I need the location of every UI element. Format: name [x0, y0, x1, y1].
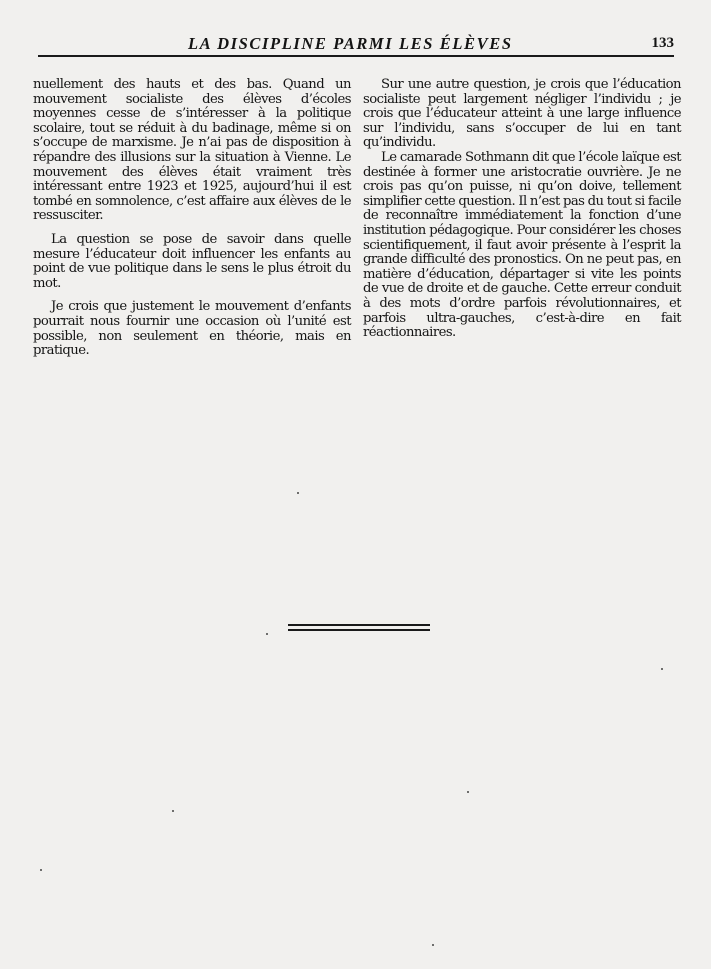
running-head	[38, 33, 674, 55]
print-speck	[172, 810, 174, 812]
paragraph: Le camarade Sothmann dit que l’école laïque est destinée à former une aristocratie ouvrière. Je ne crois pas qu’on puisse, ni qu’on doive, tellement simplifier cette question. Il n’est pas du tout si facile de reconnaître immédiatement la fonction d’une institution pédagogique. Pour considérer les choses scientifiquement, il faut avoir présente à l’esprit la grande difficulté des pronostics. On ne peut pas, en matière d’éducation, départager si vite les points de vue de droite et de gauche. Cette erreur conduit à des mots d’ordre parfois révolutionnaires, et parfois ultra-gauches, c’est-à-dire en fait réactionnaires.	[363, 149, 681, 341]
print-speck	[432, 944, 434, 946]
print-speck	[40, 869, 42, 871]
paragraph: nuellement des hauts et des bas. Quand un mouvement socialiste des élèves d’écoles moyennes cesse de s’intéresser à la politique scolaire, tout se réduit à du badinage, même si on s’occupe de marxisme. Je n’ai pas de disposition à répandre des illusions sur la situation à Vienne. Le mouvement des élèves était vraiment très intéressant entre 1923 et 1925, aujourd’hui il est tombé en somnolence, c’est affaire aux élèves de le ressusciter.	[33, 77, 351, 224]
end-ornament-rule	[288, 624, 430, 632]
print-speck	[467, 791, 469, 793]
ornament-line	[288, 629, 430, 631]
print-speck	[661, 668, 663, 670]
running-title: LA DISCIPLINE PARMI LES ÉLÈVES	[188, 34, 513, 53]
ornament-line	[288, 624, 430, 626]
paragraph: La question se pose de savoir dans quelle mesure l’éducateur doit influencer les enfants au point de vue politique dans le sens le plus étroit du mot.	[33, 231, 351, 291]
paragraph: Je crois que justement le mouvement d’enfants pourrait nous fournir une occasion où l’unité est possible, non seulement en théorie, mais en pratique.	[33, 299, 351, 359]
print-speck	[266, 633, 268, 635]
paragraph: Sur une autre question, je crois que l’éducation socialiste peut largement négliger l’individu ; je crois que l’éducateur atteint à une large influence sur l’individu, sans s’occuper de lui en tant qu’individu.	[363, 77, 681, 151]
header-rule	[38, 55, 674, 57]
left-column	[33, 78, 351, 359]
print-speck	[297, 492, 299, 494]
page-number: 133	[651, 35, 674, 51]
right-column	[363, 78, 681, 341]
